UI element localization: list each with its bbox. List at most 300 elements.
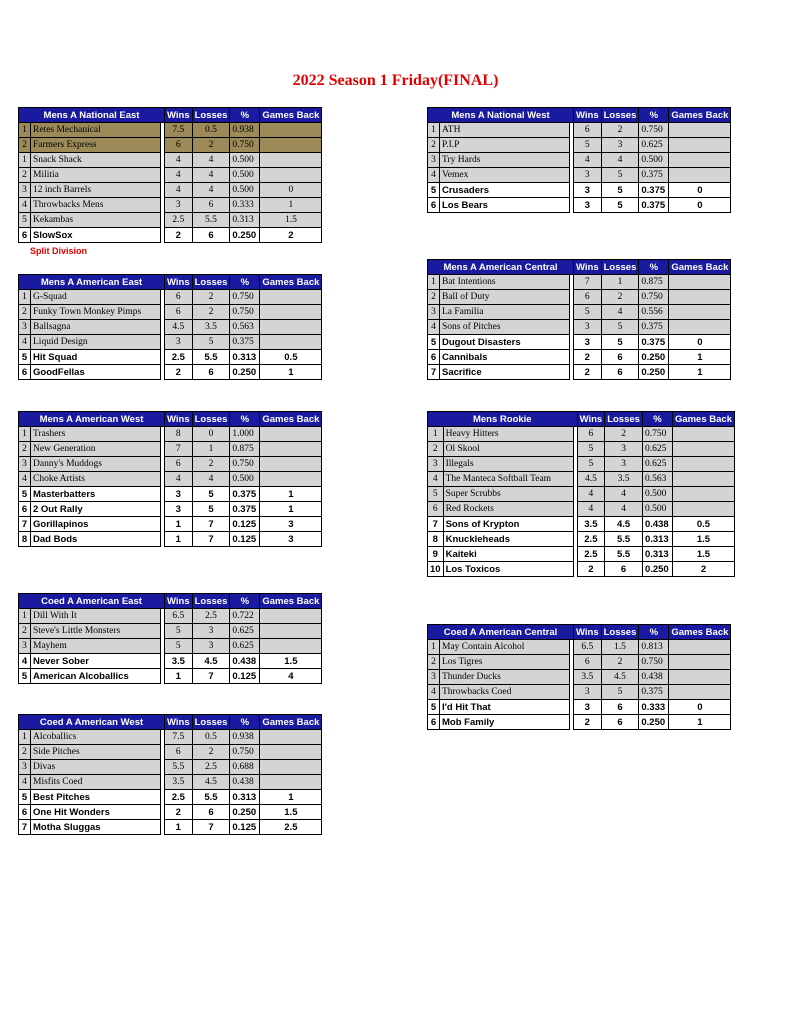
rank-cell: 5 <box>19 790 31 805</box>
rank-cell: 5 <box>428 700 440 715</box>
games-back-cell: 0 <box>669 335 731 350</box>
percent-cell: 0.375 <box>639 335 669 350</box>
table-row <box>19 350 322 365</box>
games-back-cell: 1 <box>260 790 322 805</box>
losses-cell: 6 <box>192 228 230 243</box>
column-header: % <box>642 412 672 427</box>
losses-cell: 7 <box>192 820 230 835</box>
percent-cell: 0.500 <box>642 487 672 502</box>
percent-cell: 0.875 <box>639 275 669 290</box>
losses-cell: 4 <box>601 153 639 168</box>
table-row <box>428 457 735 472</box>
losses-cell: 1 <box>601 275 639 290</box>
rank-cell: 7 <box>428 365 440 380</box>
rank-cell: 5 <box>19 669 31 684</box>
team-name: Sons of Pitches <box>440 320 570 335</box>
standings-table-mr <box>427 411 735 577</box>
wins-cell: 2 <box>165 805 193 820</box>
wins-cell: 5 <box>165 624 193 639</box>
table-row <box>19 502 322 517</box>
games-back-cell: 1.5 <box>260 654 322 669</box>
losses-cell: 5 <box>601 685 639 700</box>
table-row <box>19 457 322 472</box>
wins-cell: 6.5 <box>574 640 602 655</box>
percent-cell: 0.750 <box>639 655 669 670</box>
column-header: Wins <box>574 108 602 123</box>
table-row <box>19 123 322 138</box>
wins-cell: 5 <box>574 138 602 153</box>
column-header: Losses <box>601 625 639 640</box>
table-row <box>19 532 322 547</box>
rank-cell: 3 <box>428 457 444 472</box>
percent-cell: 0.625 <box>642 442 672 457</box>
percent-cell: 0.750 <box>639 123 669 138</box>
table-row <box>428 198 731 213</box>
games-back-cell: 1 <box>260 487 322 502</box>
percent-cell: 0.750 <box>642 427 672 442</box>
column-header: Wins <box>165 412 193 427</box>
column-header: Games Back <box>260 412 322 427</box>
team-name: Dill With It <box>31 609 161 624</box>
percent-cell: 0.375 <box>230 335 260 350</box>
wins-cell: 6.5 <box>165 609 193 624</box>
column-header: Wins <box>165 715 193 730</box>
column-header: % <box>639 260 669 275</box>
games-back-cell <box>260 320 322 335</box>
losses-cell: 5 <box>192 502 230 517</box>
losses-cell: 3 <box>192 624 230 639</box>
wins-cell: 6 <box>574 123 602 138</box>
games-back-cell <box>260 624 322 639</box>
rank-cell: 3 <box>19 639 31 654</box>
column-header: Wins <box>574 625 602 640</box>
table-row <box>428 472 735 487</box>
team-name: Choke Artists <box>31 472 161 487</box>
wins-cell: 2 <box>165 228 193 243</box>
rank-cell: 7 <box>19 820 31 835</box>
team-name: Vemex <box>440 168 570 183</box>
percent-cell: 0.750 <box>230 457 260 472</box>
team-name: American Alcoballics <box>31 669 161 684</box>
column-header: Losses <box>192 412 230 427</box>
rank-cell: 6 <box>19 365 31 380</box>
games-back-cell <box>669 320 731 335</box>
percent-cell: 0.750 <box>639 290 669 305</box>
percent-cell: 0.556 <box>639 305 669 320</box>
table-row <box>19 198 322 213</box>
losses-cell: 2 <box>192 290 230 305</box>
losses-cell: 2.5 <box>192 609 230 624</box>
wins-cell: 4 <box>165 472 193 487</box>
rank-cell: 3 <box>19 320 31 335</box>
table-row <box>19 760 322 775</box>
column-header: Losses <box>192 275 230 290</box>
games-back-cell <box>260 472 322 487</box>
losses-cell: 3 <box>192 639 230 654</box>
column-header: Games Back <box>260 594 322 609</box>
team-name: Kaiteki <box>443 547 573 562</box>
table-row <box>19 790 322 805</box>
team-name: Heavy Hitters <box>443 427 573 442</box>
rank-cell: 3 <box>428 670 440 685</box>
rank-cell: 1 <box>19 290 31 305</box>
games-back-cell: 0 <box>669 198 731 213</box>
wins-cell: 3 <box>574 700 602 715</box>
losses-cell: 6 <box>601 350 639 365</box>
table-row <box>428 562 735 577</box>
table-row <box>19 335 322 350</box>
team-name: ATH <box>440 123 570 138</box>
team-name: La Familia <box>440 305 570 320</box>
losses-cell: 6 <box>605 562 643 577</box>
games-back-cell <box>260 760 322 775</box>
losses-cell: 2 <box>601 123 639 138</box>
table-row <box>19 805 322 820</box>
losses-cell: 4 <box>192 168 230 183</box>
games-back-cell <box>672 472 734 487</box>
games-back-cell <box>260 442 322 457</box>
table-row <box>428 640 731 655</box>
losses-cell: 6 <box>601 715 639 730</box>
games-back-cell: 0 <box>669 183 731 198</box>
wins-cell: 2 <box>165 365 193 380</box>
games-back-cell: 2 <box>672 562 734 577</box>
games-back-cell <box>260 609 322 624</box>
percent-cell: 0.375 <box>639 198 669 213</box>
wins-cell: 2.5 <box>577 532 605 547</box>
team-name: P.I.P <box>440 138 570 153</box>
wins-cell: 3.5 <box>574 670 602 685</box>
table-row <box>428 670 731 685</box>
rank-cell: 4 <box>19 654 31 669</box>
column-header: Losses <box>192 715 230 730</box>
team-name: Gorillapinos <box>31 517 161 532</box>
column-header: Losses <box>601 108 639 123</box>
games-back-cell: 2.5 <box>260 820 322 835</box>
column-header: Losses <box>605 412 643 427</box>
column-header: Wins <box>577 412 605 427</box>
games-back-cell: 1 <box>260 365 322 380</box>
team-name: Los Bears <box>440 198 570 213</box>
games-back-cell: 1.5 <box>672 547 734 562</box>
rank-cell: 4 <box>428 472 444 487</box>
table-row <box>428 275 731 290</box>
wins-cell: 3.5 <box>577 517 605 532</box>
rank-cell: 6 <box>19 228 31 243</box>
team-name: 2 Out Rally <box>31 502 161 517</box>
table-row <box>19 730 322 745</box>
rank-cell: 4 <box>428 685 440 700</box>
standings-table-manw <box>427 107 731 213</box>
column-header: Wins <box>165 108 193 123</box>
table-row <box>428 123 731 138</box>
rank-cell: 5 <box>19 213 31 228</box>
table-row <box>19 775 322 790</box>
wins-cell: 7 <box>574 275 602 290</box>
percent-cell: 0.750 <box>230 138 260 153</box>
team-name: Farmers Express <box>31 138 161 153</box>
games-back-cell <box>672 502 734 517</box>
table-row <box>428 365 731 380</box>
table-row <box>19 487 322 502</box>
percent-cell: 0.438 <box>230 775 260 790</box>
games-back-cell <box>260 745 322 760</box>
wins-cell: 4 <box>165 168 193 183</box>
losses-cell: 0.5 <box>192 123 230 138</box>
rank-cell: 7 <box>428 517 444 532</box>
games-back-cell <box>672 427 734 442</box>
team-name: Side Pitches <box>31 745 161 760</box>
losses-cell: 5 <box>192 487 230 502</box>
wins-cell: 6 <box>574 290 602 305</box>
percent-cell: 0.313 <box>230 350 260 365</box>
rank-cell: 2 <box>428 442 444 457</box>
losses-cell: 4.5 <box>605 517 643 532</box>
standings-table-maac <box>427 259 731 380</box>
losses-cell: 2 <box>192 305 230 320</box>
table-row <box>19 624 322 639</box>
table-row <box>19 442 322 457</box>
percent-cell: 0.750 <box>230 290 260 305</box>
division-name: Mens A National West <box>428 108 574 123</box>
team-name: Liquid Design <box>31 335 161 350</box>
team-name: Trashers <box>31 427 161 442</box>
table-row <box>19 305 322 320</box>
games-back-cell <box>672 487 734 502</box>
wins-cell: 1 <box>165 532 193 547</box>
standings-table-maaw <box>18 411 322 547</box>
table-row <box>19 472 322 487</box>
rank-cell: 1 <box>428 427 444 442</box>
team-name: Misfits Coed <box>31 775 161 790</box>
wins-cell: 3 <box>574 335 602 350</box>
team-name: Thunder Ducks <box>440 670 570 685</box>
team-name: Divas <box>31 760 161 775</box>
rank-cell: 4 <box>428 320 440 335</box>
percent-cell: 0.500 <box>639 153 669 168</box>
percent-cell: 0.375 <box>639 320 669 335</box>
wins-cell: 4.5 <box>165 320 193 335</box>
losses-cell: 4 <box>192 472 230 487</box>
table-row <box>19 609 322 624</box>
percent-cell: 0.813 <box>639 640 669 655</box>
losses-cell: 4 <box>601 305 639 320</box>
games-back-cell <box>260 730 322 745</box>
wins-cell: 4 <box>577 502 605 517</box>
wins-cell: 3 <box>574 685 602 700</box>
rank-cell: 4 <box>19 472 31 487</box>
rank-cell: 6 <box>428 198 440 213</box>
wins-cell: 6 <box>165 290 193 305</box>
team-name: Motha Sluggas <box>31 820 161 835</box>
team-name: Funky Town Monkey Pimps <box>31 305 161 320</box>
column-header: % <box>230 275 260 290</box>
table-row <box>428 427 735 442</box>
team-name: Los Toxicos <box>443 562 573 577</box>
percent-cell: 0.563 <box>642 472 672 487</box>
losses-cell: 3 <box>605 442 643 457</box>
rank-cell: 6 <box>428 715 440 730</box>
games-back-cell <box>260 457 322 472</box>
wins-cell: 6 <box>165 457 193 472</box>
team-name: Alcoballics <box>31 730 161 745</box>
losses-cell: 5 <box>601 320 639 335</box>
table-row <box>19 517 322 532</box>
rank-cell: 3 <box>19 183 31 198</box>
table-row <box>428 320 731 335</box>
wins-cell: 5 <box>165 639 193 654</box>
column-header: Losses <box>192 594 230 609</box>
wins-cell: 6 <box>574 655 602 670</box>
column-header: Wins <box>165 275 193 290</box>
losses-cell: 5.5 <box>192 213 230 228</box>
column-header: Losses <box>601 260 639 275</box>
rank-cell: 3 <box>428 153 440 168</box>
percent-cell: 0.250 <box>230 805 260 820</box>
standings-table-caac <box>427 624 731 730</box>
losses-cell: 3.5 <box>192 320 230 335</box>
table-row <box>428 517 735 532</box>
losses-cell: 6 <box>192 198 230 213</box>
percent-cell: 0.625 <box>639 138 669 153</box>
losses-cell: 4.5 <box>601 670 639 685</box>
team-name: I'd Hit That <box>440 700 570 715</box>
team-name: Dad Bods <box>31 532 161 547</box>
rank-cell: 1 <box>19 730 31 745</box>
percent-cell: 0.250 <box>639 350 669 365</box>
losses-cell: 2 <box>601 290 639 305</box>
rank-cell: 9 <box>428 547 444 562</box>
split-division-note: Split Division <box>30 246 88 256</box>
page-title: 2022 Season 1 Friday(FINAL) <box>292 72 499 89</box>
wins-cell: 3.5 <box>165 654 193 669</box>
table-row <box>428 685 731 700</box>
wins-cell: 2.5 <box>165 350 193 365</box>
percent-cell: 0.375 <box>639 183 669 198</box>
team-name: Danny's Muddogs <box>31 457 161 472</box>
percent-cell: 0.500 <box>230 153 260 168</box>
games-back-cell <box>669 138 731 153</box>
rank-cell: 1 <box>428 275 440 290</box>
percent-cell: 0.938 <box>230 123 260 138</box>
losses-cell: 5.5 <box>192 350 230 365</box>
rank-cell: 6 <box>19 502 31 517</box>
rank-cell: 2 <box>19 624 31 639</box>
rank-cell: 4 <box>19 335 31 350</box>
percent-cell: 0.438 <box>642 517 672 532</box>
table-row <box>428 487 735 502</box>
rank-cell: 1 <box>428 123 440 138</box>
team-name: Knuckleheads <box>443 532 573 547</box>
percent-cell: 0.375 <box>230 502 260 517</box>
wins-cell: 8 <box>165 427 193 442</box>
losses-cell: 4 <box>605 502 643 517</box>
games-back-cell: 1.5 <box>260 805 322 820</box>
column-header: Games Back <box>260 715 322 730</box>
team-name: Bat Intentions <box>440 275 570 290</box>
percent-cell: 0.125 <box>230 669 260 684</box>
losses-cell: 5 <box>601 168 639 183</box>
games-back-cell <box>260 168 322 183</box>
games-back-cell: 4 <box>260 669 322 684</box>
team-name: Hit Squad <box>31 350 161 365</box>
team-name: Crusaders <box>440 183 570 198</box>
wins-cell: 2 <box>574 365 602 380</box>
team-name: Sacrifice <box>440 365 570 380</box>
table-row <box>19 213 322 228</box>
table-row <box>19 320 322 335</box>
losses-cell: 1.5 <box>601 640 639 655</box>
column-header: % <box>639 625 669 640</box>
rank-cell: 6 <box>428 350 440 365</box>
losses-cell: 1 <box>192 442 230 457</box>
rank-cell: 6 <box>19 805 31 820</box>
table-row <box>428 138 731 153</box>
wins-cell: 4 <box>165 153 193 168</box>
percent-cell: 0.875 <box>230 442 260 457</box>
column-header: Wins <box>165 594 193 609</box>
percent-cell: 0.250 <box>230 228 260 243</box>
rank-cell: 2 <box>428 138 440 153</box>
losses-cell: 2 <box>192 457 230 472</box>
table-row <box>428 442 735 457</box>
percent-cell: 0.625 <box>230 639 260 654</box>
standings-table-maae <box>18 274 322 380</box>
rank-cell: 2 <box>19 745 31 760</box>
column-header: Games Back <box>669 260 731 275</box>
losses-cell: 3 <box>605 457 643 472</box>
percent-cell: 0.500 <box>230 472 260 487</box>
games-back-cell <box>260 639 322 654</box>
losses-cell: 4 <box>192 183 230 198</box>
wins-cell: 1 <box>165 820 193 835</box>
games-back-cell: 3 <box>260 532 322 547</box>
team-name: Ballsagna <box>31 320 161 335</box>
table-row <box>19 228 322 243</box>
table-row <box>428 305 731 320</box>
wins-cell: 7.5 <box>165 123 193 138</box>
rank-cell: 4 <box>428 168 440 183</box>
standings-table-caaw <box>18 714 322 835</box>
percent-cell: 0.500 <box>642 502 672 517</box>
rank-cell: 8 <box>428 532 444 547</box>
games-back-cell <box>260 427 322 442</box>
rank-cell: 5 <box>19 350 31 365</box>
percent-cell: 0.375 <box>639 685 669 700</box>
percent-cell: 0.750 <box>230 745 260 760</box>
table-row <box>428 183 731 198</box>
losses-cell: 3.5 <box>605 472 643 487</box>
wins-cell: 1 <box>165 517 193 532</box>
percent-cell: 0.250 <box>639 365 669 380</box>
table-row <box>19 639 322 654</box>
column-header: Games Back <box>669 108 731 123</box>
losses-cell: 7 <box>192 532 230 547</box>
table-row <box>19 427 322 442</box>
team-name: One Hit Wonders <box>31 805 161 820</box>
games-back-cell: 0.5 <box>672 517 734 532</box>
team-name: Militia <box>31 168 161 183</box>
losses-cell: 7 <box>192 517 230 532</box>
wins-cell: 2 <box>574 350 602 365</box>
percent-cell: 0.313 <box>642 547 672 562</box>
division-name: Coed A American West <box>19 715 165 730</box>
wins-cell: 2.5 <box>165 213 193 228</box>
column-header: % <box>230 412 260 427</box>
percent-cell: 0.313 <box>230 790 260 805</box>
losses-cell: 4.5 <box>192 654 230 669</box>
games-back-cell <box>669 153 731 168</box>
